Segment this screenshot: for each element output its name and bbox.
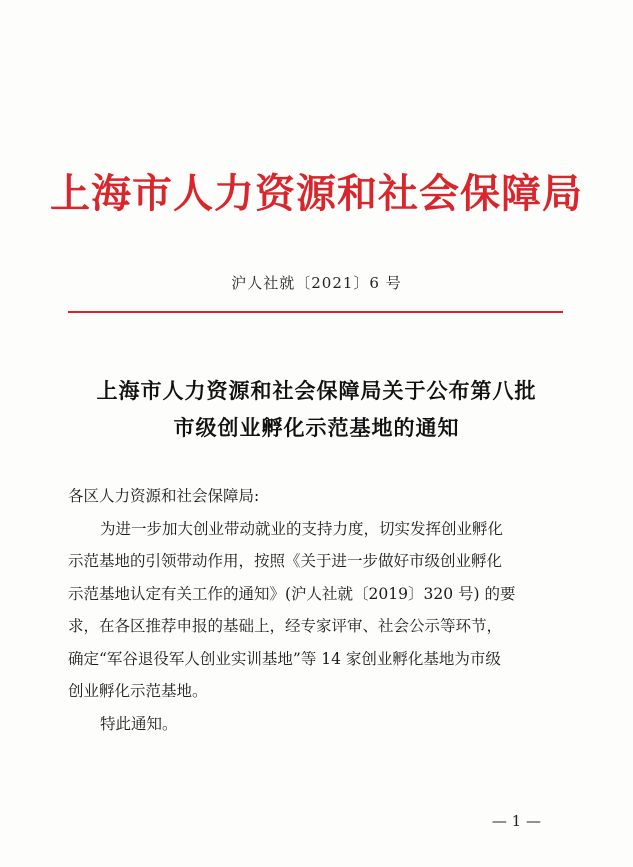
document-number: 沪人社就〔2021〕6 号	[231, 274, 402, 292]
paragraph-line: 创业孵化示范基地。	[68, 682, 208, 700]
title-line-2: 市级创业孵化示范基地的通知	[173, 415, 460, 440]
title-line-1: 上海市人力资源和社会保障局关于公布第八批	[96, 378, 537, 403]
paragraph-line: 示范基地认定有关工作的通知》(沪人社就〔2019〕320 号) 的要	[68, 584, 516, 603]
page-number: — 1 —	[491, 812, 541, 830]
paragraph-line: 确定“军谷退役军人创业实训基地”等 14 家创业孵化基地为市级	[68, 649, 501, 668]
agency-masthead: 上海市人力资源和社会保障局	[50, 170, 583, 217]
document-title	[0, 372, 633, 446]
paragraph-line: 为进一步加大创业带动就业的支持力度，切实发挥创业孵化	[100, 519, 504, 538]
red-divider-line	[68, 311, 563, 313]
paragraph-line: 示范基地的引领带动作用，按照《关于进一步做好市级创业孵化	[68, 552, 503, 570]
closing-line: 特此通知。	[100, 714, 178, 733]
document-body	[68, 480, 568, 740]
salutation: 各区人力资源和社会保障局:	[68, 487, 260, 505]
paragraph-line: 求，在各区推荐申报的基础上，经专家评审、社会公示等环节，	[68, 617, 503, 635]
